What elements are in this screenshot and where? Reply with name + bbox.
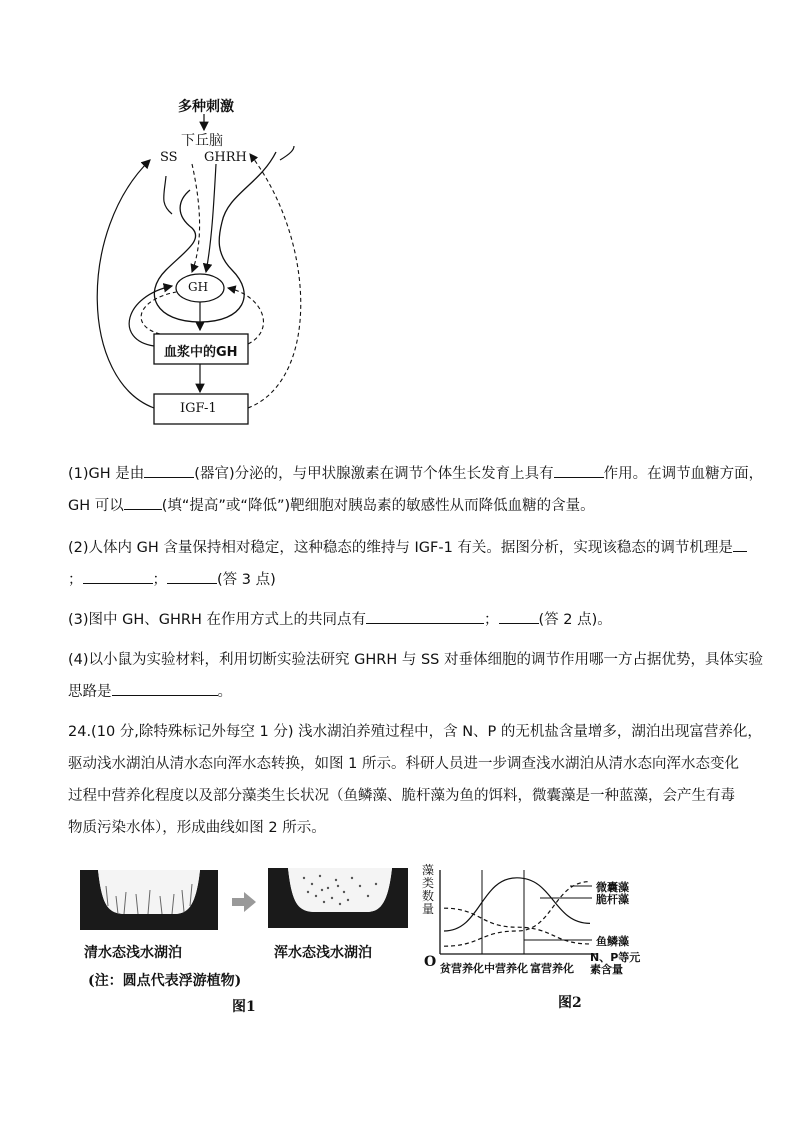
igf-to-ghrh-arrow: [248, 154, 301, 408]
q2-blank-3[interactable]: [167, 569, 217, 584]
q3-text-c: (答 2 点)。: [538, 612, 612, 628]
plasma-to-gh-dashed-left: [141, 292, 176, 334]
q3-text-a: (3)图中 GH、GHRH 在作用方式上的共同点有: [68, 612, 367, 628]
turbid-lake-water: [288, 868, 392, 912]
legend-mallomonas: 鱼鳞藻: [596, 935, 629, 948]
y-label-char-4: 量: [422, 902, 435, 916]
x-tick-mesotrophic: 中营养化: [484, 962, 528, 975]
q4-blank-1[interactable]: [112, 681, 218, 696]
q1-text-c: 作用。在调节血糖方面，: [603, 466, 764, 482]
question-2-line-2: [68, 568, 276, 589]
x-tick-oligotrophic: 贫营养化: [440, 962, 484, 975]
legend-fragilaria: 脆杆藻: [596, 893, 629, 906]
algae-growth-chart: [420, 860, 670, 1020]
legend-microcystis: 微囊藻: [596, 881, 629, 894]
q4-text-b: 思路是: [68, 684, 112, 700]
figure-1-caption: 图1: [232, 999, 256, 1015]
y-axis-label: [422, 864, 436, 916]
question-1-line-1: [68, 462, 763, 483]
x-axis-label: [590, 952, 640, 976]
q2-blank-1[interactable]: [733, 537, 747, 552]
figure-1-note: (注：圆点代表浮游植物): [88, 973, 242, 989]
q1-text-b: (器官)分泌的，与甲状腺激素在调节个体生长发育上具有: [194, 466, 554, 482]
ss-label: SS: [160, 150, 178, 165]
q24-line-1: 24.(10 分,除特殊标记外每空 1 分) 浅水湖泊养殖过程中，含 N、P 的无机盐含量增多，湖泊出现富营养化，: [68, 724, 762, 740]
q1-blank-1[interactable]: [144, 463, 194, 478]
igf-label: IGF-1: [180, 401, 217, 416]
turbid-lake-label: 浑水态浅水湖泊: [274, 945, 372, 961]
clear-lake-label: 清水态浅水湖泊: [84, 945, 182, 961]
question-4-line-2: [68, 680, 232, 701]
y-label-char-2: 类: [422, 876, 435, 890]
series-line-2: [444, 878, 590, 931]
q3-text-b: ；: [484, 612, 499, 628]
figure-1-svg: [78, 866, 418, 946]
q2-text-d: (答 3 点): [217, 572, 276, 588]
series-line-3: [444, 908, 590, 944]
ghrh-arrow: [206, 164, 216, 272]
figure-2-caption: 图2: [558, 995, 582, 1011]
q1-blank-2[interactable]: [554, 463, 604, 478]
q3-blank-2[interactable]: [499, 609, 539, 624]
question-4-line-1: [68, 648, 763, 669]
question-1-line-2: [68, 494, 595, 515]
hypothalamus-label: 下丘脑: [181, 133, 223, 149]
stalk-right: [280, 146, 294, 160]
q2-text-b: ；: [68, 572, 83, 588]
figure-1: [78, 866, 418, 1016]
figure-2: [420, 860, 670, 1020]
origin-label: O: [424, 954, 437, 970]
question-3-line-1: [68, 608, 612, 629]
plasma-gh-label: 血浆中的GH: [164, 345, 238, 360]
q1-text-a: (1)GH 是由: [68, 466, 145, 482]
transition-arrow: [232, 892, 256, 912]
gh-regulation-diagram: [80, 90, 320, 430]
y-label-char-1: 藻: [422, 863, 435, 877]
gh-label: GH: [188, 280, 209, 294]
stalk-left: [164, 176, 172, 214]
ghrh-label: GHRH: [204, 150, 247, 165]
stimulus-label: 多种刺激: [178, 99, 234, 115]
igf-to-ss-arrow: [97, 160, 154, 408]
q1-text-d: GH 可以: [68, 498, 124, 514]
q1-text-e: (填“提高”或“降低”)靶细胞对胰岛素的敏感性从而降低血糖的含量。: [161, 498, 595, 514]
x-label-line-1: N、P等元: [590, 951, 641, 964]
q3-blank-1[interactable]: [366, 609, 484, 624]
x-tick-eutrophic: 富营养化: [530, 962, 574, 975]
x-label-line-2: 素含量: [590, 963, 623, 976]
q24-line-3: 过程中营养化程度以及部分藻类生长状况（鱼鳞藻、脆杆藻为鱼的饵料，微囊藻是一种蓝藻，会产生有毒: [68, 788, 735, 804]
q4-text-c: 。: [217, 684, 232, 700]
q24-line-2: 驱动浅水湖泊从清水态向浑水态转换，如图 1 所示。科研人员进一步调查浅水湖泊从清水态向浑水态变化: [68, 756, 739, 772]
ss-arrow: [192, 164, 200, 272]
y-label-char-3: 数: [422, 889, 435, 903]
q4-text-a: (4)以小鼠为实验材料，利用切断实验法研究 GHRH 与 SS 对垂体细胞的调节作用哪一方占据优势，具体实验: [68, 652, 763, 668]
series-line-1: [444, 882, 590, 947]
question-2-line-1: [68, 536, 747, 557]
q2-text-c: ；: [152, 572, 167, 588]
q24-line-4: 物质污染水体），形成曲线如图 2 所示。: [68, 820, 326, 836]
q1-blank-3[interactable]: [124, 495, 162, 510]
q2-text-a: (2)人体内 GH 含量保持相对稳定，这种稳态的维持与 IGF-1 有关。据图分析，实现该稳态的调节机理是: [68, 540, 733, 556]
q2-blank-2[interactable]: [83, 569, 153, 584]
